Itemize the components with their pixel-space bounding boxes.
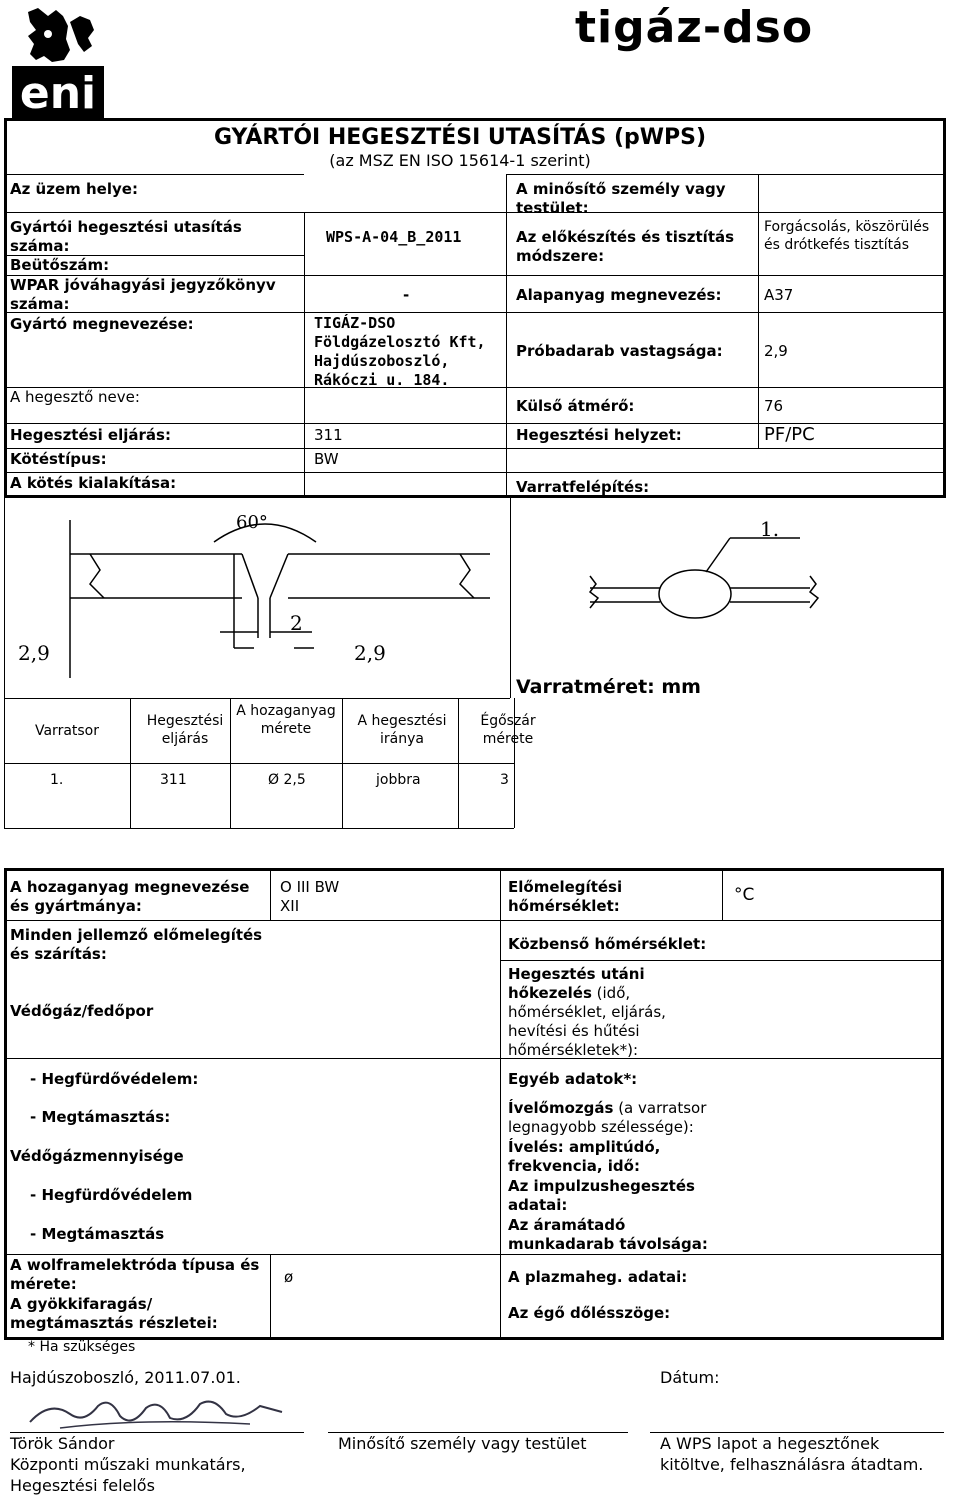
gyarto-value: TIGÁZ-DSO Földgázelosztó Kft, Hajdúszoboszló, Rákóczi u. 184. <box>314 314 486 389</box>
minosito-signature-label: Minősítő személy vagy testület <box>338 1434 587 1453</box>
kotestipus-label: Kötéstípus: <box>10 450 107 468</box>
hokezeles-bold: Hegesztés utáni hőkezelés <box>508 965 645 1002</box>
wps-handover-1: A WPS lapot a hegesztőnek <box>660 1434 880 1453</box>
ivelomozgas-rest: (a varratsor legnagyobb szélessége): <box>508 1099 707 1136</box>
footnote: * Ha szükséges <box>28 1339 136 1355</box>
eljaras-label: Hegesztési eljárás: <box>10 426 171 444</box>
pass-number: 1. <box>760 517 780 541</box>
document-subtitle: (az MSZ EN ISO 15614-1 szerint) <box>329 151 591 170</box>
wpar-label: WPAR jóváhagyási jegyzőkönyv száma: <box>10 276 276 313</box>
vedogazmennyiseg-label: Védőgázmennyisége <box>10 1147 184 1165</box>
ivelomozgas-bold: Ívelőmozgás <box>508 1099 614 1117</box>
atmero-value: 76 <box>764 397 784 415</box>
vedogaz-label: Védőgáz/fedőpor <box>10 1002 154 1020</box>
eljaras-value: 311 <box>314 426 343 444</box>
datum-label: Dátum: <box>660 1368 720 1387</box>
jellemzo-label: Minden jellemző előmelegítés és szárítás: <box>10 926 263 963</box>
hozaganyag-value: O III BW XII <box>280 878 340 915</box>
signer-name: Török Sándor <box>10 1434 115 1453</box>
signer-title-1: Központi műszaki munkatárs, <box>10 1455 246 1474</box>
td-eljaras: 311 <box>160 772 187 788</box>
elokeszites-value: Forgácsolás, köszörülés és drótkefés tisztítás <box>764 219 930 253</box>
utasitas-value: WPS-A-04_B_2011 <box>326 228 462 246</box>
kotestipus-value: BW <box>314 450 339 468</box>
wpar-value: - <box>403 286 410 304</box>
ivelomozgas-label <box>508 1099 738 1137</box>
hokezeles-label <box>508 965 708 1060</box>
alapanyag-label: Alapanyag megnevezés: <box>516 286 722 304</box>
megtamasztas-label-1: - Megtámasztás: <box>30 1108 171 1126</box>
elomelegites-label: Előmelegítési hőmérséklet: <box>508 878 623 915</box>
utasitas-label: Gyártói hegesztési utasítás száma: <box>10 218 242 255</box>
tigaz-logo: tigáz-dso <box>575 2 814 53</box>
td-varratsor: 1. <box>50 772 64 788</box>
th-varratsor: Varratsor <box>34 723 100 739</box>
vastagsag-label: Próbadarab vastagsága: <box>516 342 723 360</box>
td-hozaganyag: Ø 2,5 <box>268 772 306 788</box>
alapanyag-value: A37 <box>764 286 794 304</box>
weld-pass-drawing <box>510 498 946 678</box>
elomelegites-unit: °C <box>734 885 755 905</box>
hokezeles-rest: (idő, hőmérséklet, eljárás, hevítési és hűtési hőmérsékletek*): <box>508 984 666 1059</box>
signature <box>20 1392 290 1436</box>
megtamasztas-label-2: - Megtámasztás <box>30 1225 165 1243</box>
aramatado-label: Az áramátadó munkadarab távolsága: <box>508 1216 708 1253</box>
iveles-label: Ívelés: amplitúdó, frekvencia, idő: <box>508 1138 661 1175</box>
root-gap: 2 <box>290 611 303 635</box>
plazma-label: A plazmaheg. adatai: <box>508 1268 688 1286</box>
td-egoszar: 3 <box>500 772 509 788</box>
gyarto-label: Gyártó megnevezése: <box>10 315 194 333</box>
beutoszam-label: Beütőszám: <box>10 256 110 274</box>
thickness-left: 2,9 <box>18 641 50 665</box>
th-eljaras: Hegesztési eljárás <box>146 713 224 747</box>
wolfram-value: ø <box>284 1268 294 1286</box>
gyokki-label: A gyökkifaragás/ megtámasztás részletei: <box>10 1295 218 1332</box>
kialakitas-label: A kötés kialakítása: <box>10 474 177 492</box>
egyeb-label: Egyéb adatok*: <box>508 1070 638 1088</box>
th-hozaganyag: A hozaganyag mérete <box>236 703 336 737</box>
hegfurdo-label-2: - Hegfürdővédelem <box>30 1186 193 1204</box>
varratmeret-title: Varratméret: mm <box>516 676 701 698</box>
elokeszites-label: Az előkészítés és tisztítás módszere: <box>516 228 735 265</box>
minosito-label: A minősítő személy vagy testület: <box>516 180 726 217</box>
joint-design-drawing <box>4 498 510 698</box>
kozbenso-label: Közbenső hőmérséklet: <box>508 935 707 953</box>
td-irany: jobbra <box>376 772 421 788</box>
varratfelepites-label: Varratfelépítés: <box>516 478 650 496</box>
groove-angle: 60° <box>236 512 268 533</box>
vastagsag-value: 2,9 <box>764 342 788 360</box>
ego-label: Az égő dőlésszöge: <box>508 1304 671 1322</box>
wolfram-label: A wolframelektróda típusa és mérete: <box>10 1256 260 1293</box>
hozaganyag-label: A hozaganyag megnevezése és gyártmánya: <box>10 878 250 915</box>
signer-title-2: Hegesztési felelős <box>10 1476 155 1495</box>
thickness-right: 2,9 <box>354 641 386 665</box>
helyzet-value: PF/PC <box>764 424 815 445</box>
uzem-label: Az üzem helye: <box>10 180 138 198</box>
wps-handover-2: kitöltve, felhasználásra átadtam. <box>660 1455 924 1474</box>
document-title: GYÁRTÓI HEGESZTÉSI UTASÍTÁS (pWPS) <box>213 125 707 150</box>
place-date: Hajdúszoboszló, 2011.07.01. <box>10 1368 241 1387</box>
th-irany: A hegesztési iránya <box>357 713 447 747</box>
eni-logo-text: eni <box>19 68 97 119</box>
impulzus-label: Az impulzushegesztés adatai: <box>508 1177 695 1214</box>
atmero-label: Külső átmérő: <box>516 397 635 415</box>
helyzet-label: Hegesztési helyzet: <box>516 426 682 444</box>
eni-logo <box>8 4 108 120</box>
th-egoszar: Égőszár mérete <box>480 713 536 747</box>
hegfurdo-label-1: - Hegfürdővédelem: <box>30 1070 199 1088</box>
hegeszto-label: A hegesztő neve: <box>10 388 140 406</box>
